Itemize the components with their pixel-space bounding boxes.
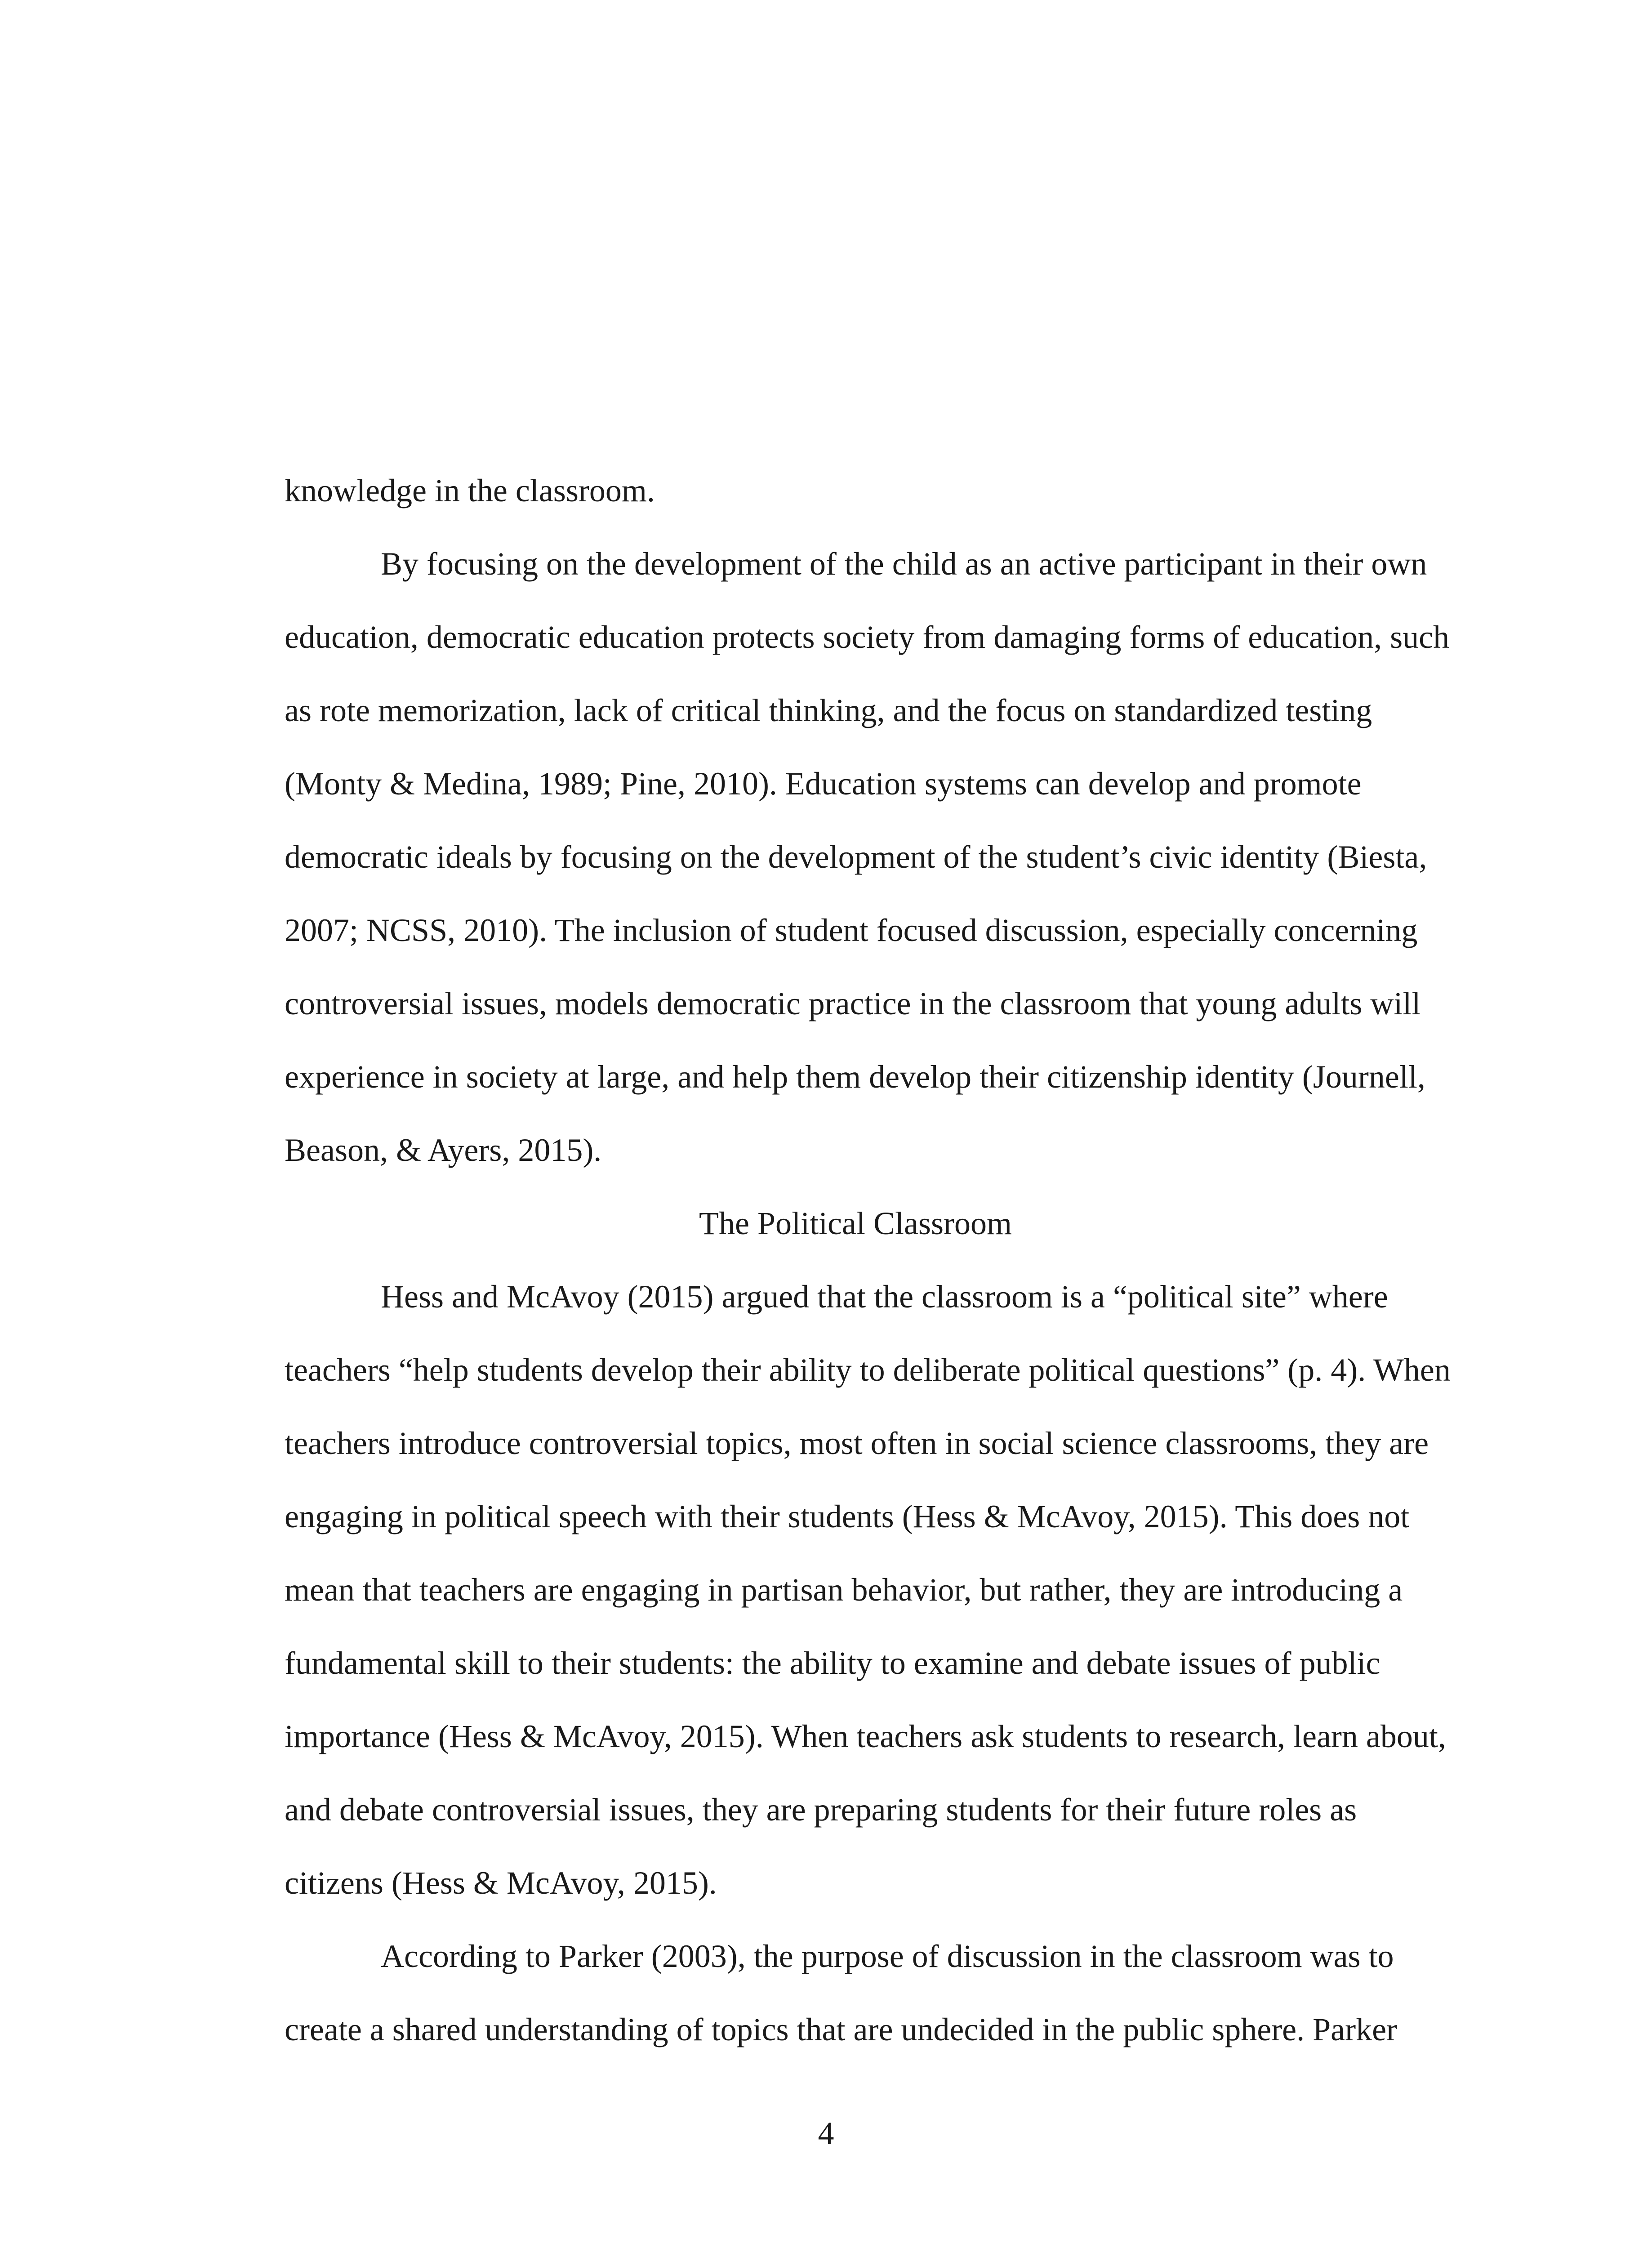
paragraph-line: democratic ideals by focusing on the development of the student’s civic identity (Biesta,	[285, 839, 1427, 875]
paragraph-line: mean that teachers are engaging in partisan behavior, but rather, they are introducing a	[285, 1572, 1403, 1608]
paragraph-line: 2007; NCSS, 2010). The inclusion of student focused discussion, especially concerning	[285, 912, 1418, 948]
paragraph-line: importance (Hess & McAvoy, 2015). When teachers ask students to research, learn about,	[285, 1718, 1446, 1754]
paragraph-line: controversial issues, models democratic practice in the classroom that young adults will	[285, 986, 1421, 1021]
paragraph-line: experience in society at large, and help them develop their citizenship identity (Journell,	[285, 1059, 1425, 1095]
body-text	[285, 454, 1451, 2066]
paragraph-line: knowledge in the classroom.	[285, 473, 655, 508]
paragraph-line: Hess and McAvoy (2015) argued that the classroom is a “political site” where	[381, 1279, 1388, 1315]
paragraph-line: create a shared understanding of topics that are undecided in the public sphere. Parker	[285, 2012, 1398, 2047]
paragraph-line: teachers “help students develop their ability to deliberate political questions” (p. 4). When	[285, 1352, 1451, 1388]
paragraph-line: (Monty & Medina, 1989; Pine, 2010). Education systems can develop and promote	[285, 766, 1362, 802]
paragraph-line: education, democratic education protects society from damaging forms of education, such	[285, 619, 1450, 655]
paragraph-line: By focusing on the development of the child as an active participant in their own	[381, 546, 1427, 582]
paragraph-line: engaging in political speech with their students (Hess & McAvoy, 2015). This does not	[285, 1499, 1410, 1534]
paragraph-line: According to Parker (2003), the purpose of discussion in the classroom was to	[381, 1938, 1394, 1974]
section-heading: The Political Classroom	[699, 1205, 1012, 1241]
paragraph-line: fundamental skill to their students: the ability to examine and debate issues of public	[285, 1645, 1380, 1681]
paragraph-line: teachers introduce controversial topics, most often in social science classrooms, they are	[285, 1425, 1429, 1461]
paragraph-line: as rote memorization, lack of critical thinking, and the focus on standardized testing	[285, 692, 1372, 728]
paragraph-line: Beason, & Ayers, 2015).	[285, 1132, 602, 1168]
paragraph-line: and debate controversial issues, they are preparing students for their future roles as	[285, 1792, 1357, 1828]
paragraph-line: citizens (Hess & McAvoy, 2015).	[285, 1865, 717, 1901]
page-number: 4	[818, 2115, 834, 2151]
